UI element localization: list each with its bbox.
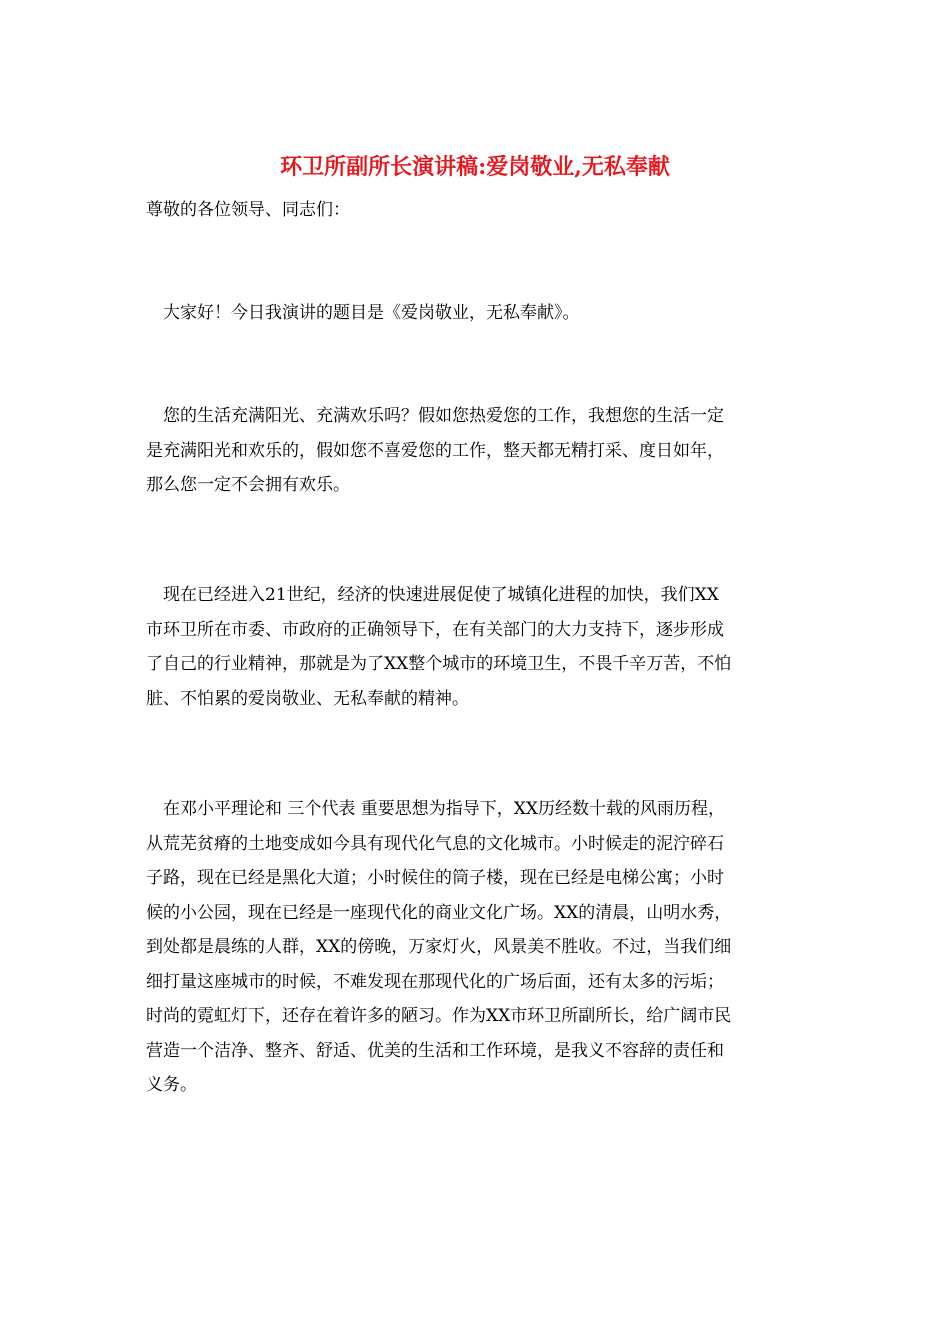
paragraph-line: 子路，现在已经是黑化大道；小时候住的筒子楼，现在已经是电梯公寓；小时 — [146, 868, 724, 888]
salutation: 尊敬的各位领导、同志们： — [146, 200, 350, 220]
paragraph-line: 是充满阳光和欢乐的，假如您不喜爱您的工作，整天都无精打采、度日如年， — [146, 440, 724, 461]
paragraph-line: 义务。 — [146, 1075, 197, 1095]
paragraph-line: 脏、不怕累的爱岗敬业、无私奉献的精神。 — [146, 688, 469, 709]
paragraph-line: 在邓小平理论和 三个代表 重要思想为指导下，XX历经数十载的风雨历程， — [146, 799, 726, 819]
paragraph-industry-spirit — [146, 578, 806, 716]
paragraph-line: 那么您一定不会拥有欢乐。 — [146, 475, 350, 495]
document-title: 环卫所副所长演讲稿:爱岗敬业,无私奉献 — [280, 154, 670, 180]
paragraph-line: 了自己的行业精神，那就是为了XX整个城市的环境卫生，不畏千辛万苦，不怕 — [146, 654, 732, 674]
paragraph-life-question — [146, 399, 806, 503]
paragraph-line: 候的小公园，现在已经是一座现代化的商业文化广场。XX的清晨，山明水秀， — [146, 902, 732, 923]
paragraph-line: 时尚的霓虹灯下，还存在着许多的陋习。作为XX市环卫所副所长，给广阔市民 — [146, 1006, 732, 1026]
paragraph-line: 市环卫所在市委、市政府的正确领导下，在有关部门的大力支持下，逐步形成 — [146, 619, 724, 640]
paragraph-city-development — [146, 792, 806, 1103]
paragraph-line: 从荒芜贫瘠的土地变成如今具有现代化气息的文化城市。小时候走的泥泞碎石 — [146, 833, 724, 854]
paragraph-line: 细打量这座城市的时候，不难发现在那现代化的广场后面，还有太多的污垢； — [146, 971, 724, 992]
paragraph-line: 您的生活充满阳光、充满欢乐吗？假如您热爱您的工作，我想您的生活一定 — [146, 406, 724, 426]
paragraph-line: 到处都是晨练的人群，XX的傍晚，万家灯火，风景美不胜收。不过，当我们细 — [146, 937, 732, 957]
paragraph-line: 大家好！今日我演讲的题目是《爱岗敬业，无私奉献》。 — [146, 303, 580, 323]
paragraph-line: 营造一个洁净、整齐、舒适、优美的生活和工作环境，是我义不容辞的责任和 — [146, 1040, 724, 1061]
paragraph-line: 现在已经进入21世纪，经济的快速进展促使了城镇化进程的加快，我们XX — [146, 585, 719, 605]
paragraph-greeting — [146, 296, 806, 331]
